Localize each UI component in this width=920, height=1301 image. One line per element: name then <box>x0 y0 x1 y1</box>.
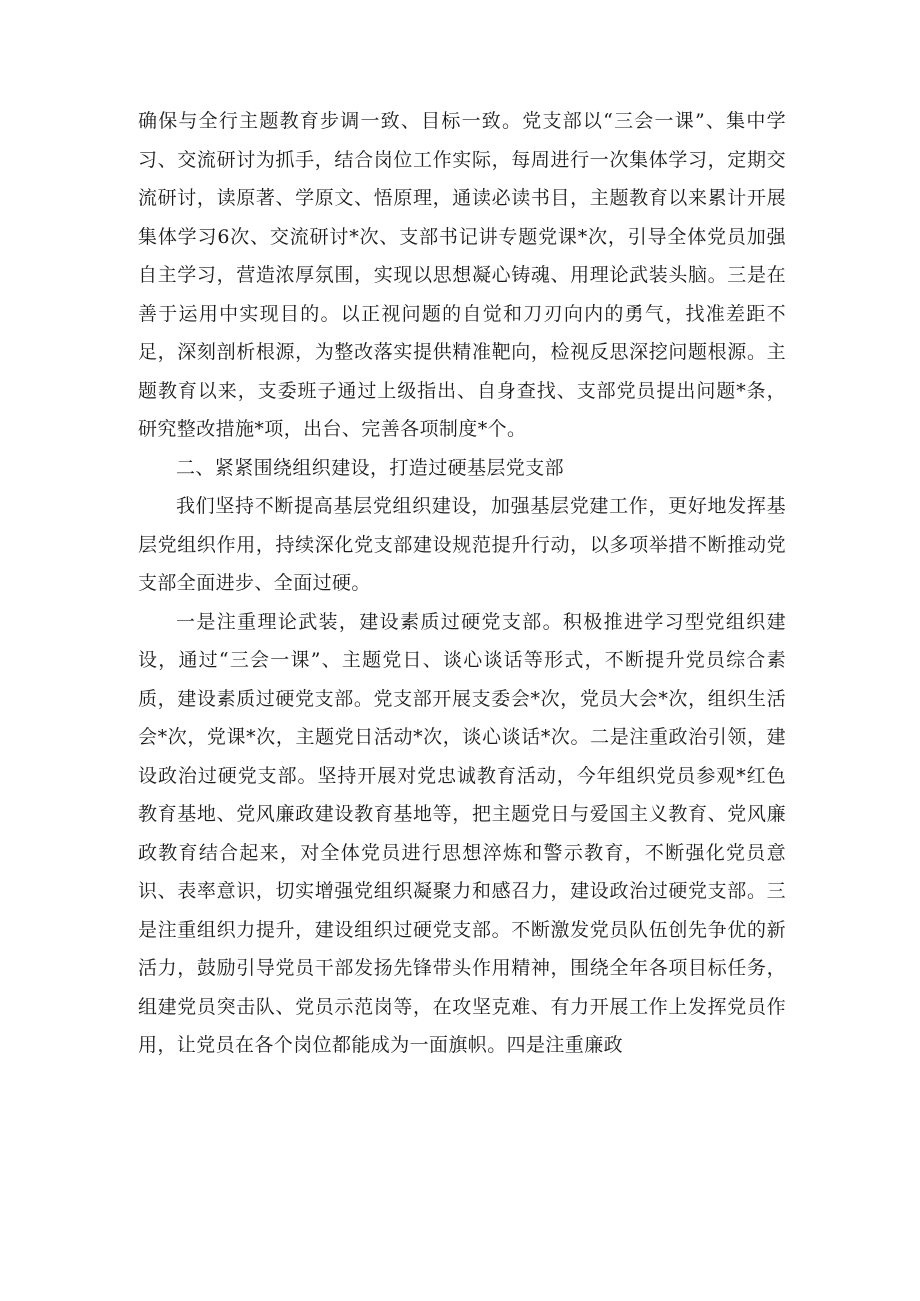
section-heading: 二、紧紧围绕组织建设，打造过硬基层党支部 <box>176 456 565 479</box>
paragraph-intro: 我们坚持不断提高基层党组织建设，加强基层党建工作，更好地发挥基层党组织作用，持续深化党支部建设规范提升行动，以多项举措不断推动党支部全面进步、全面过硬。 <box>138 495 786 594</box>
document-body <box>138 102 786 1065</box>
paragraph-measures: 一是注重理论武装，建设素质过硬党支部。积极推进学习型党组织建设，通过“三会一课”、主题党日、谈心谈话等形式，不断提升党员综合素质，建设素质过硬党支部。党支部开展支委会*次，党员大会*次，组织生活会*次，党课*次，主题党日活动*次，谈心谈话*次。二是注重政治引领，建设政治过硬党支部。坚持开展对党忠诚教育活动，今年组织党员参观*红色教育基地、党风廉政建设教育基地等，把主题党日与爱国主义教育、党风廉政教育结合起来，对全体党员进行思想淬炼和警示教育，不断强化党员意识、表率意识，切实增强党组织凝聚力和感召力，建设政治过硬党支部。三是注重组织力提升，建设组织过硬党支部。不断激发党员队伍创先争优的新活力，鼓励引导党员干部发扬先锋带头作用精神，围绕全年各项目标任务，组建党员突击队、党员示范岗等，在攻坚克难、有力开展工作上发挥党员作用，让党员在各个岗位都能成为一面旗帜。四是注重廉政 <box>138 610 786 1056</box>
paragraph-continued: 确保与全行主题教育步调一致、目标一致。党支部以“三会一课”、集中学习、交流研讨为抓手，结合岗位工作实际，每周进行一次集体学习，定期交流研讨，读原著、学原文、悟原理，通读必读书目，主题教育以来累计开展集体学习6次、交流研讨*次、支部书记讲专题党课*次，引导全体党员加强自主学习，营造浓厚氛围，实现以思想凝心铸魂、用理论武装头脑。三是在善于运用中实现目的。以正视问题的自觉和刀刃向内的勇气，找准差距不足，深刻剖析根源，为整改落实提供精准靶向，检视反思深挖问题根源。主题教育以来，支委班子通过上级指出、自身查找、支部党员提出问题*条，研究整改措施*项，出台、完善各项制度*个。 <box>138 110 786 440</box>
